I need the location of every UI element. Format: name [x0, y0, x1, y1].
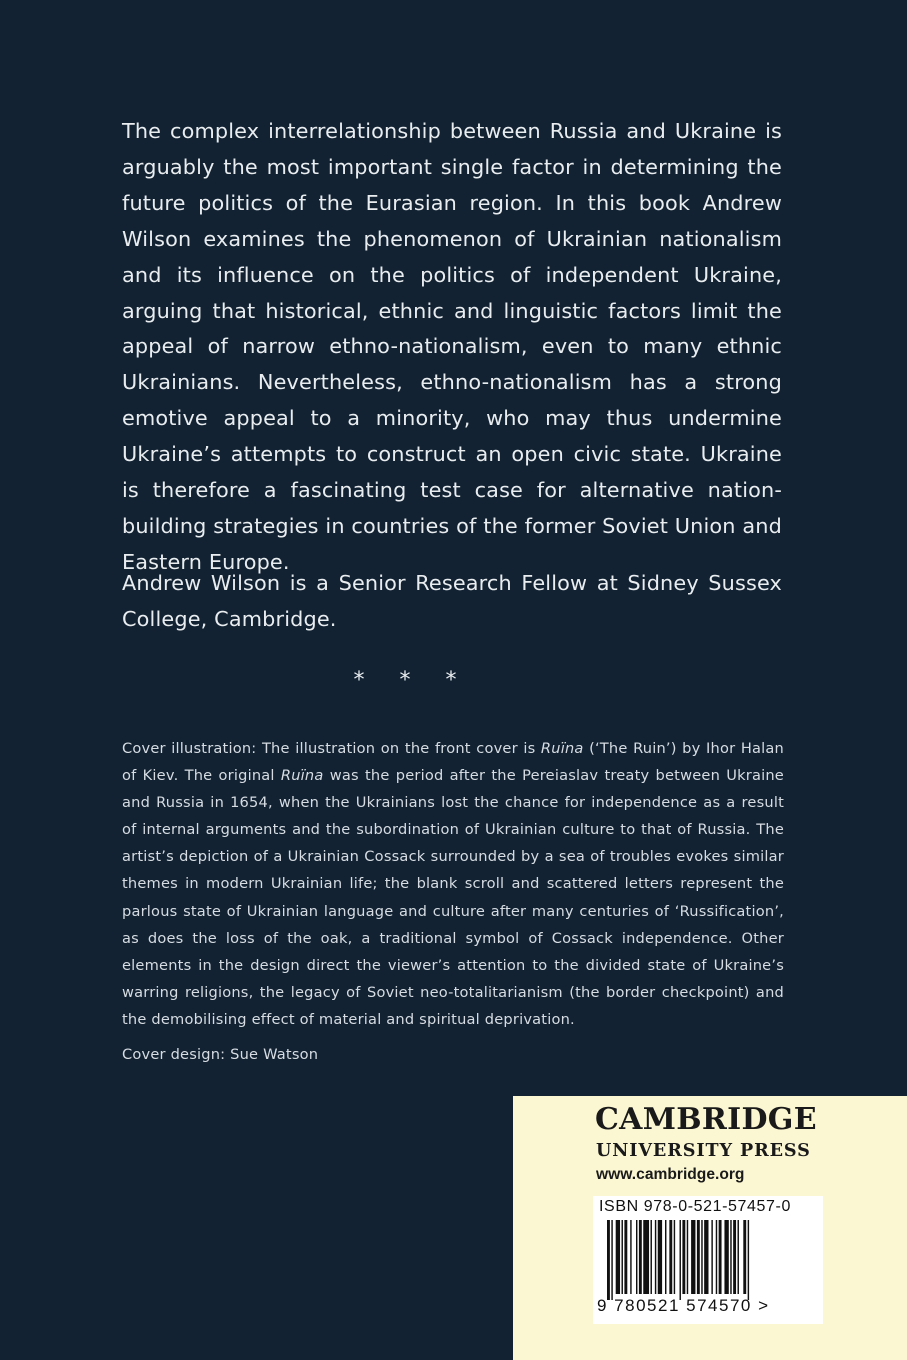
barcode-bar — [616, 1220, 620, 1294]
barcode-bar — [658, 1220, 662, 1294]
ean-digits: 9 780521 574570 > — [597, 1296, 770, 1315]
barcode-bar — [738, 1220, 739, 1294]
publisher-panel — [513, 1096, 907, 1360]
publisher-subtitle: UNIVERSITY PRESS — [596, 1140, 811, 1161]
barcode-bar — [655, 1220, 656, 1294]
artwork-title: Ruïna — [280, 767, 324, 785]
barcode-bar — [680, 1220, 681, 1300]
author-bio: Andrew Wilson is a Senior Research Fellow at Sidney Sussex College, Cambridge. — [122, 571, 782, 631]
blurb-paragraph: The complex interrelationship between Russia and Ukraine is arguably the most important single factor in determining the future politics of the Eurasian region. In this book Andrew Wilson examines the phenomenon of Ukrainian nationalism and its influence on the politics of independent Ukraine, arguing that historical, ethnic and linguistic factors limit the appeal of narrow ethno-nationalism, even to many ethnic Ukrainians. Nevertheless, ethno-nationalism has a strong emotive appeal to a minority, who may thus undermine Ukraine’s attempts to construct an open civic state. Ukraine is therefore a fascinating test case for alternative nation-building strategies in countries of the former Soviet Union and Eastern Europe. — [122, 119, 782, 574]
barcode-bar — [701, 1220, 702, 1294]
barcode-bar — [711, 1220, 712, 1294]
barcode-bar — [636, 1220, 637, 1294]
barcode-bar — [622, 1220, 623, 1294]
barcode-bar — [639, 1220, 642, 1294]
barcode-bar — [730, 1220, 731, 1294]
barcode-bar — [669, 1220, 672, 1294]
barcode-bar — [674, 1220, 675, 1294]
separator-asterisk: * — [353, 668, 365, 693]
isbn-barcode — [593, 1196, 823, 1324]
barcode-bar — [724, 1220, 728, 1294]
barcode-bar — [687, 1220, 688, 1294]
publisher-url: www.cambridge.org — [596, 1166, 745, 1183]
isbn-number: ISBN 978-0-521-57457-0 — [599, 1198, 791, 1215]
barcode-bar — [607, 1220, 610, 1300]
barcode-bar — [719, 1220, 722, 1294]
barcode-bar — [624, 1220, 627, 1294]
barcode-bar — [682, 1220, 685, 1294]
barcode-bar — [630, 1220, 631, 1294]
barcode-bar — [665, 1220, 666, 1294]
section-separator — [122, 668, 688, 693]
barcode-bar — [697, 1220, 700, 1294]
barcode-bar — [643, 1220, 649, 1294]
barcode-bar — [748, 1220, 749, 1300]
separator-asterisk: * — [399, 668, 411, 693]
barcode-bar — [743, 1220, 746, 1294]
barcode-bar — [716, 1220, 717, 1294]
barcode-bar — [611, 1220, 612, 1300]
artwork-title: Ruïna — [540, 740, 584, 757]
barcode-bar — [691, 1220, 695, 1294]
barcode-bar — [704, 1220, 708, 1294]
separator-asterisk: * — [445, 668, 457, 693]
cover-design-credit: Cover design: Sue Watson — [122, 1046, 319, 1063]
publisher-name: CAMBRIDGE — [595, 1102, 817, 1137]
cover-illustration-credit: Cover illustration: The illustration on the front cover is Ruïna (‘The Ruin’) by Ihor Halan of Kiev. The original Ruïna was the period after the Pereiaslav treaty between Ukraine and Russia in 1654, when the Ukrainians lost the chance for independence as a result of internal arguments and the subordination of Ukrainian culture to that of Russia. The artist’s depiction of a Ukrainian Cossack surrounded by a sea of troubles evokes similar themes in modern Ukrainian life; the blank scroll and scattered letters represent the parlous state of Ukrainian language and culture after many centuries of ‘Russification’, as does the loss of the oak, a traditional symbol of Cossack independence. Other elements in the design direct the viewer’s attention to the divided state of Ukraine’s warring religions, the legacy of Soviet neo-totalitarianism (the border checkpoint) and the demobilising effect of material and spiritual deprivation. — [122, 740, 784, 1028]
barcode-bar — [651, 1220, 652, 1294]
barcode-bar — [733, 1220, 736, 1294]
